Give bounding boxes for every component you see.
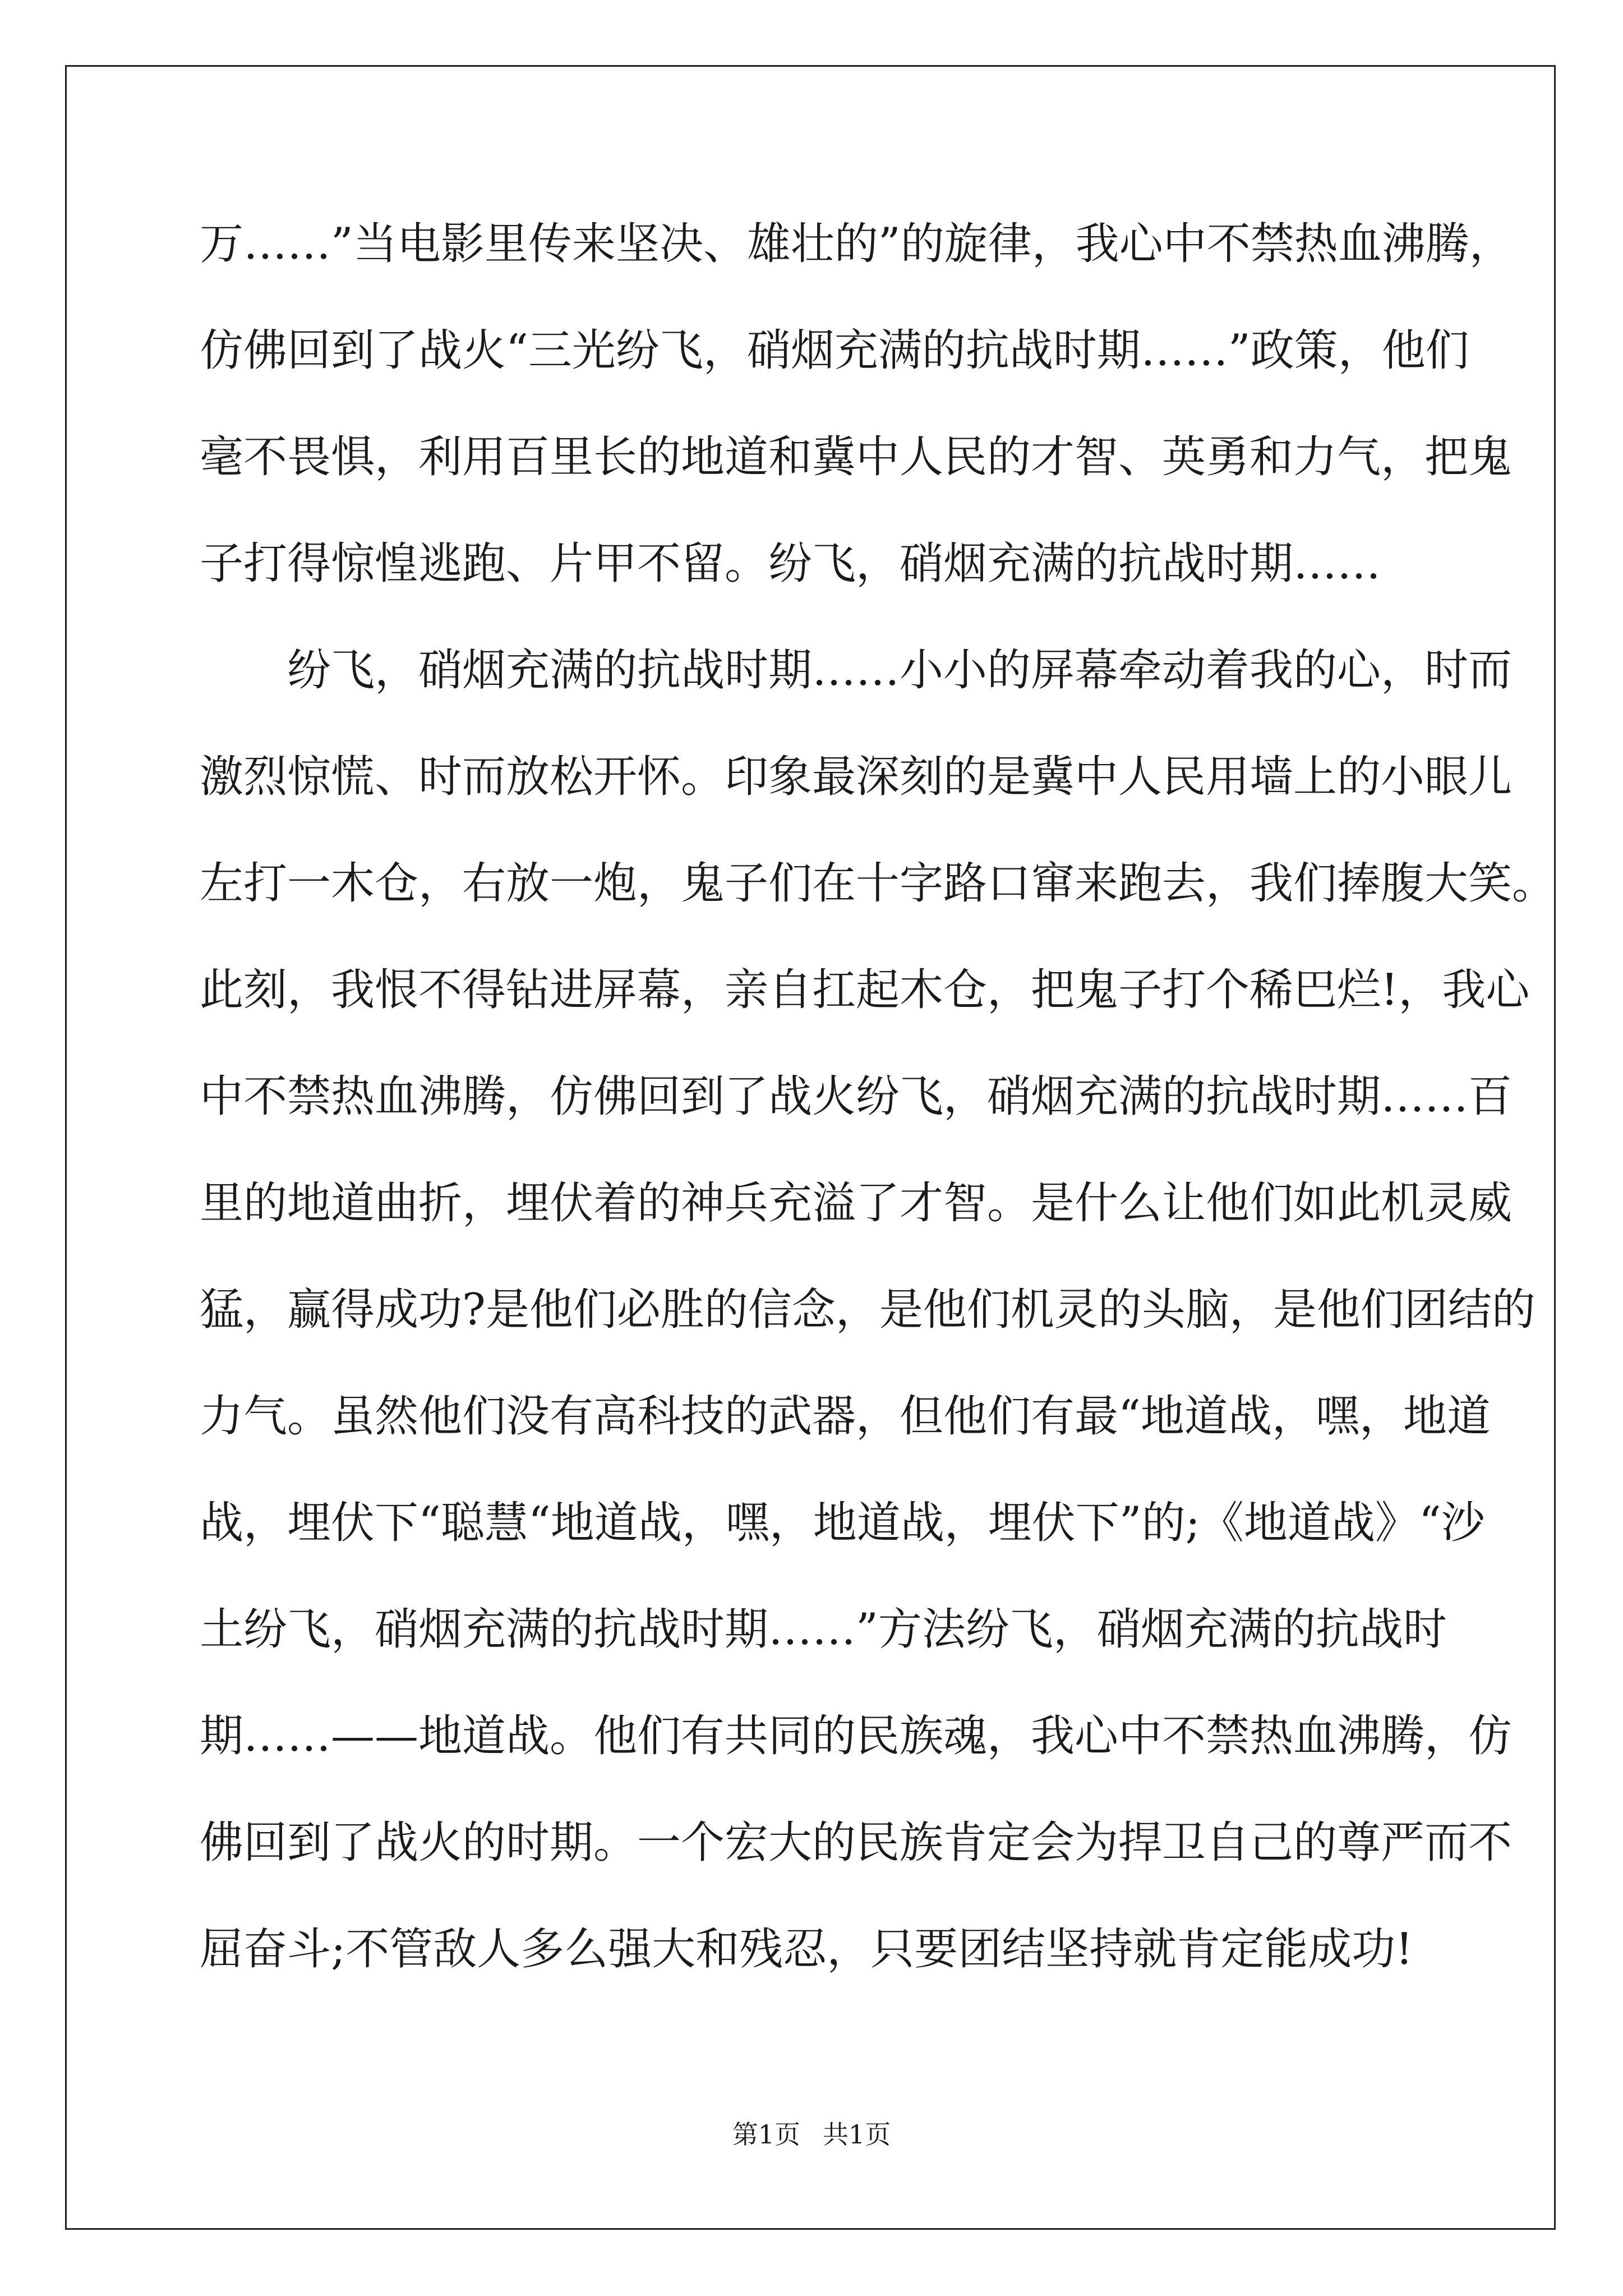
text-line: 此刻，我恨不得钻进屏幕，亲自扛起木仓，把鬼子打个稀巴烂!，我心 (200, 965, 1530, 1015)
text-line: 毫不畏惧，利用百里长的地道和冀中人民的才智、英勇和力气，把鬼 (200, 432, 1513, 482)
text-line: 力气。虽然他们没有高科技的武器，但他们有最“地道战，嘿，地道 (200, 1391, 1491, 1442)
text-line: 仿佛回到了战火“三光纷飞，硝烟充满的抗战时期……”政策，他们 (200, 325, 1469, 376)
document-body (200, 191, 1556, 2003)
page-number: 第1页 (732, 2119, 800, 2150)
text-line: 万……”当电影里传来坚决、雄壮的”的旋律，我心中不禁热血沸腾， (200, 219, 1513, 269)
text-line: 屈奋斗;不管敌人多么强大和残忍，只要团结坚持就肯定能成功! (200, 1924, 1413, 1975)
page-total: 共1页 (823, 2119, 891, 2150)
text-line: 土纷飞，硝烟充满的抗战时期……”方法纷飞，硝烟充满的抗战时 (200, 1604, 1447, 1655)
text-line: 左打一木仓，右放一炮，鬼子们在十字路口窜来跑去，我们捧腹大笑。 (200, 858, 1556, 909)
text-line: 激烈惊慌、时而放松开怀。印象最深刻的是冀中人民用墙上的小眼儿 (200, 752, 1513, 802)
page-footer (0, 2118, 1623, 2151)
text-line: 子打得惊惶逃跑、片甲不留。纷飞，硝烟充满的抗战时期…… (200, 539, 1381, 589)
text-line: 战，埋伏下“聪慧“地道战，嘿，地道战，埋伏下”的;《地道战》“沙 (200, 1498, 1485, 1548)
text-line: 猛，赢得成功?是他们必胜的信念，是他们机灵的头脑，是他们团结的 (200, 1285, 1536, 1335)
paragraph-1 (200, 191, 1513, 617)
text-line: 纷飞，硝烟充满的抗战时期……小小的屏幕牵动着我的心，时而 (287, 645, 1513, 696)
paragraph-2 (200, 617, 1556, 2003)
text-line: 里的地道曲折，埋伏着的神兵充溢了才智。是什么让他们如此机灵威 (200, 1178, 1513, 1228)
text-line: 佛回到了战火的时期。一个宏大的民族肯定会为捍卫自己的尊严而不 (200, 1818, 1513, 1868)
text-line: 中不禁热血沸腾，仿佛回到了战火纷飞，硝烟充满的抗战时期……百 (200, 1071, 1513, 1122)
text-line: 期……——地道战。他们有共同的民族魂，我心中不禁热血沸腾，仿 (200, 1711, 1513, 1761)
